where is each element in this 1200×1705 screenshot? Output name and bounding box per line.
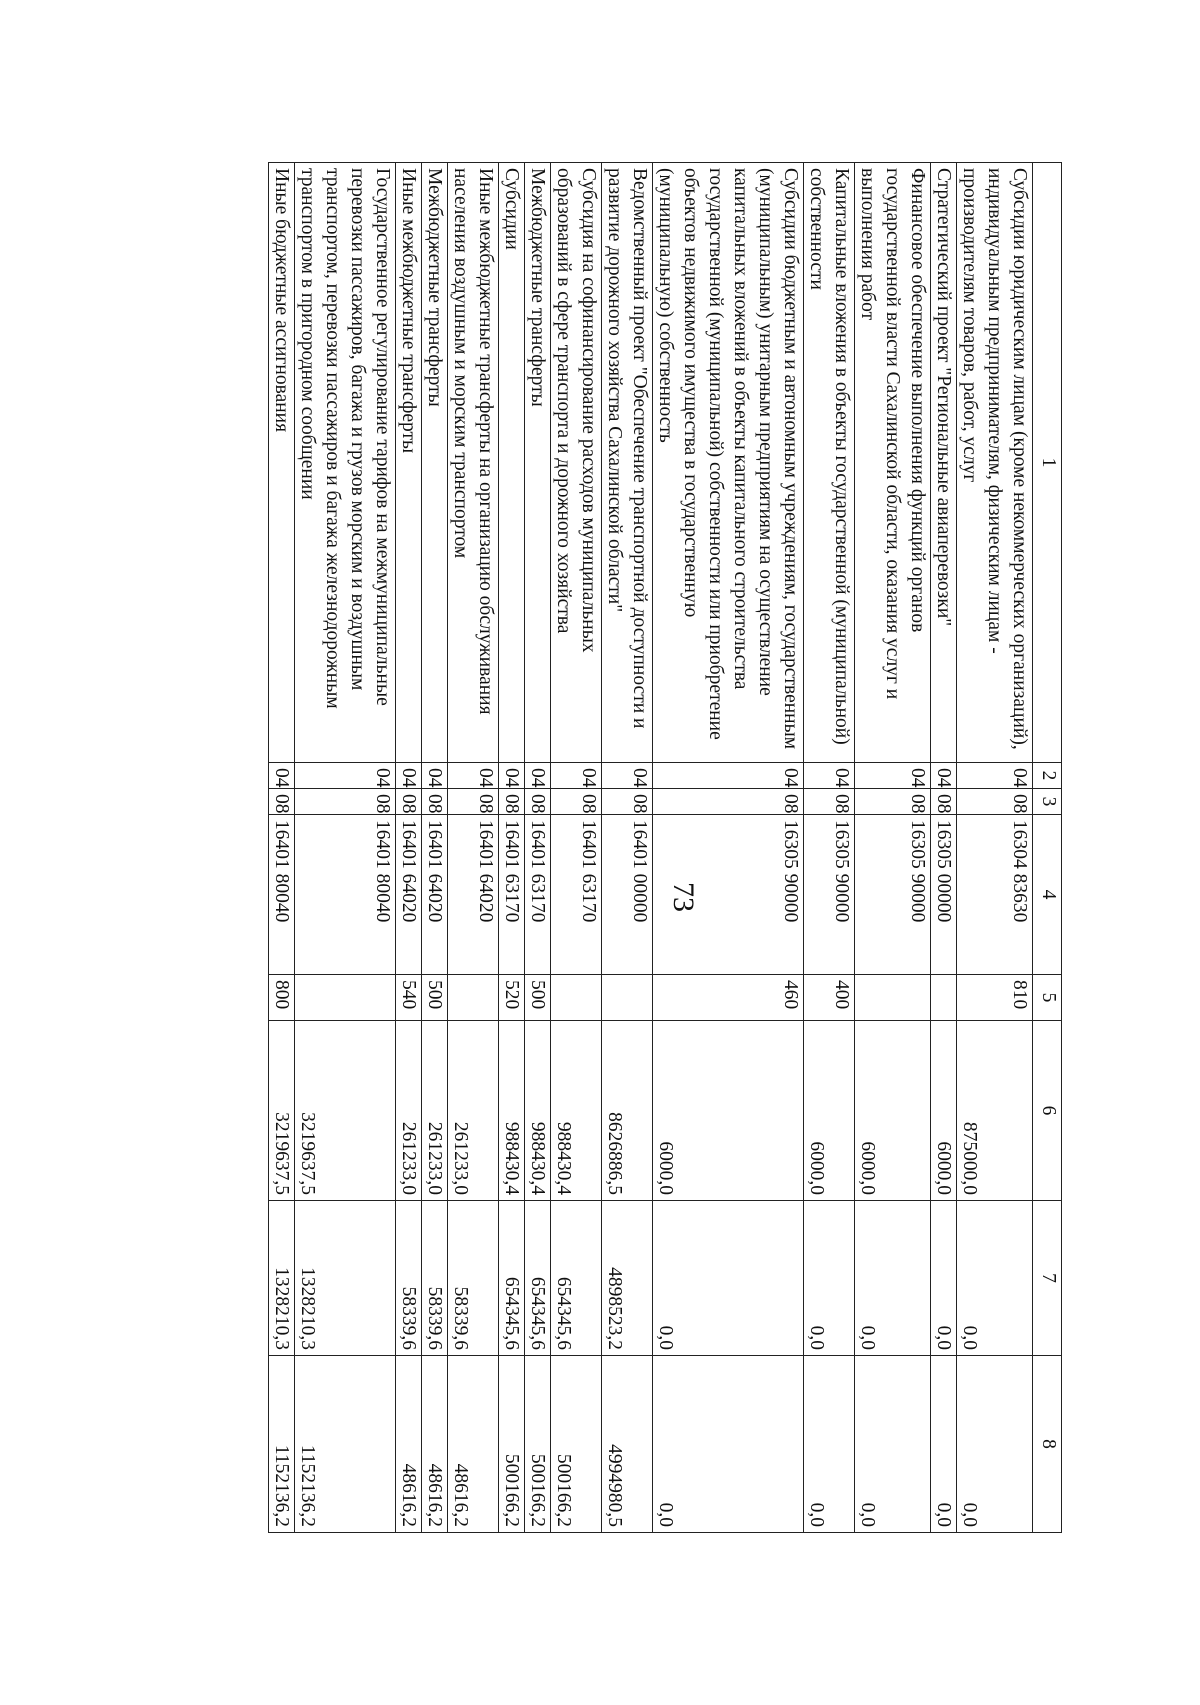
amount-col8-cell: 1152136,2: [295, 1356, 396, 1533]
table-body: [269, 163, 1062, 1533]
subsection-code-cell: 08: [295, 789, 396, 815]
target-article-cell: 16401 63170: [499, 815, 525, 975]
amount-col8-cell: 48616,2: [396, 1356, 422, 1533]
target-article-cell: 16305 90000: [855, 815, 931, 975]
subsection-code-cell: 08: [396, 789, 422, 815]
target-article-cell: 16401 63170: [525, 815, 551, 975]
budget-table: [268, 162, 1062, 1533]
expense-type-cell: 460: [653, 975, 804, 1021]
table-row: [396, 163, 422, 1533]
target-article-cell: 16305 00000: [931, 815, 957, 975]
section-code-cell: 04: [804, 763, 855, 789]
table-row: [957, 163, 1033, 1533]
table-row: [525, 163, 551, 1533]
amount-col7-cell: 654345,6: [551, 1201, 602, 1356]
expense-type-cell: [931, 975, 957, 1021]
header-cell: 3: [1033, 789, 1062, 815]
page-number: 73: [667, 882, 700, 912]
table-row: [448, 163, 499, 1533]
expense-type-cell: 520: [499, 975, 525, 1021]
section-code-cell: 04: [396, 763, 422, 789]
header-cell: 2: [1033, 763, 1062, 789]
header-cell: 7: [1033, 1201, 1062, 1356]
expense-type-cell: 500: [525, 975, 551, 1021]
amount-col6-cell: 8626886,5: [602, 1021, 653, 1201]
header-cell: 5: [1033, 975, 1062, 1021]
table-row: [295, 163, 396, 1533]
section-code-cell: 04: [602, 763, 653, 789]
expense-type-cell: 540: [396, 975, 422, 1021]
section-code-cell: 04: [448, 763, 499, 789]
target-article-cell: 16305 90000: [653, 815, 804, 975]
target-article-cell: 16401 80040: [269, 815, 295, 975]
table-row: [422, 163, 448, 1533]
row-name-cell: Финансовое обеспечение выполнения функций органов государственной власти Сахалинской области, оказания услуг и выполнения работ: [855, 163, 931, 763]
table-row: [855, 163, 931, 1533]
row-name-cell: Капитальные вложения в объекты государственной (муниципальной) собственности: [804, 163, 855, 763]
row-name-cell: Субсидии бюджетным и автономным учреждениям, государственным (муниципальным) унитарным предприятиям на осуществление капитальных вложений в объекты капитального строительства государственной (муниципальной) собственности или приобретение объектов недвижимого имущества в государственную (муниципальную) собственность: [653, 163, 804, 763]
section-code-cell: 04: [499, 763, 525, 789]
expense-type-cell: [855, 975, 931, 1021]
amount-col6-cell: 6000,0: [931, 1021, 957, 1201]
subsection-code-cell: 08: [653, 789, 804, 815]
target-article-cell: 16401 64020: [396, 815, 422, 975]
amount-col6-cell: 3219637,5: [269, 1021, 295, 1201]
subsection-code-cell: 08: [499, 789, 525, 815]
table-header-row: [1033, 163, 1062, 1533]
row-name-cell: Межбюджетные трансферты: [525, 163, 551, 763]
header-cell: 4: [1033, 815, 1062, 975]
table-row: [804, 163, 855, 1533]
amount-col8-cell: 48616,2: [422, 1356, 448, 1533]
section-code-cell: 04: [855, 763, 931, 789]
row-name-cell: Иные бюджетные ассигнования: [269, 163, 295, 763]
expense-type-cell: 810: [957, 975, 1033, 1021]
row-name-cell: Субсидии юридическим лицам (кроме некоммерческих организаций), индивидуальным предпринимателям, физическим лицам - производителям товаров, работ, услуг: [957, 163, 1033, 763]
row-name-cell: Субсидии: [499, 163, 525, 763]
target-article-cell: 16401 64020: [422, 815, 448, 975]
subsection-code-cell: 08: [525, 789, 551, 815]
header-cell: 8: [1033, 1356, 1062, 1533]
target-article-cell: 16305 90000: [804, 815, 855, 975]
target-article-cell: 16304 83630: [957, 815, 1033, 975]
expense-type-cell: 400: [804, 975, 855, 1021]
section-code-cell: 04: [525, 763, 551, 789]
section-code-cell: 04: [422, 763, 448, 789]
amount-col6-cell: 261233,0: [422, 1021, 448, 1201]
subsection-code-cell: 08: [957, 789, 1033, 815]
table-row: [499, 163, 525, 1533]
target-article-cell: 16401 00000: [602, 815, 653, 975]
row-name-cell: Иные межбюджетные трансферты: [396, 163, 422, 763]
amount-col8-cell: 0,0: [653, 1356, 804, 1533]
section-code-cell: 04: [269, 763, 295, 789]
expense-type-cell: 800: [269, 975, 295, 1021]
amount-col8-cell: 0,0: [855, 1356, 931, 1533]
subsection-code-cell: 08: [804, 789, 855, 815]
amount-col6-cell: 261233,0: [448, 1021, 499, 1201]
amount-col8-cell: 0,0: [804, 1356, 855, 1533]
amount-col7-cell: 0,0: [855, 1201, 931, 1356]
amount-col6-cell: 6000,0: [653, 1021, 804, 1201]
amount-col8-cell: 48616,2: [448, 1356, 499, 1533]
amount-col8-cell: 1152136,2: [269, 1356, 295, 1533]
target-article-cell: 16401 80040: [295, 815, 396, 975]
section-code-cell: 04: [931, 763, 957, 789]
amount-col7-cell: 58339,6: [396, 1201, 422, 1356]
section-code-cell: 04: [957, 763, 1033, 789]
expense-type-cell: [295, 975, 396, 1021]
subsection-code-cell: 08: [269, 789, 295, 815]
section-code-cell: 04: [653, 763, 804, 789]
table-row: [931, 163, 957, 1533]
amount-col7-cell: 0,0: [804, 1201, 855, 1356]
table-row: [653, 163, 804, 1533]
expense-type-cell: 500: [422, 975, 448, 1021]
amount-col6-cell: 988430,4: [525, 1021, 551, 1201]
subsection-code-cell: 08: [602, 789, 653, 815]
row-name-cell: Межбюджетные трансферты: [422, 163, 448, 763]
budget-table-rotated: [142, 162, 1062, 1532]
amount-col7-cell: 0,0: [931, 1201, 957, 1356]
amount-col7-cell: 58339,6: [448, 1201, 499, 1356]
amount-col7-cell: 1328210,3: [295, 1201, 396, 1356]
amount-col6-cell: 988430,4: [551, 1021, 602, 1201]
amount-col7-cell: 4898523,2: [602, 1201, 653, 1356]
expense-type-cell: [551, 975, 602, 1021]
amount-col8-cell: 4994980,5: [602, 1356, 653, 1533]
section-code-cell: 04: [295, 763, 396, 789]
amount-col8-cell: 500166,2: [551, 1356, 602, 1533]
row-name-cell: Ведомственный проект "Обеспечение транспортной доступности и развитие дорожного хозяйства Сахалинской области": [602, 163, 653, 763]
row-name-cell: Государственное регулирование тарифов на межмуниципальные перевозки пассажиров, багажа и грузов морским и воздушным транспортом, перевозки пассажиров и багажа железнодорожным транспортом в пригородном сообщении: [295, 163, 396, 763]
amount-col8-cell: 500166,2: [525, 1356, 551, 1533]
amount-col6-cell: 988430,4: [499, 1021, 525, 1201]
row-name-cell: Стратегический проект "Региональные авиаперевозки": [931, 163, 957, 763]
amount-col7-cell: 0,0: [653, 1201, 804, 1356]
amount-col8-cell: 0,0: [931, 1356, 957, 1533]
table-row: [551, 163, 602, 1533]
target-article-cell: 16401 63170: [551, 815, 602, 975]
target-article-cell: 16401 64020: [448, 815, 499, 975]
subsection-code-cell: 08: [551, 789, 602, 815]
amount-col7-cell: 58339,6: [422, 1201, 448, 1356]
amount-col8-cell: 0,0: [957, 1356, 1033, 1533]
amount-col6-cell: 3219637,5: [295, 1021, 396, 1201]
amount-col6-cell: 875000,0: [957, 1021, 1033, 1201]
subsection-code-cell: 08: [855, 789, 931, 815]
header-cell: 1: [1033, 163, 1062, 763]
header-cell: 6: [1033, 1021, 1062, 1201]
amount-col7-cell: 654345,6: [499, 1201, 525, 1356]
row-name-cell: Субсидия на софинансирование расходов муниципальных образований в сфере транспорта и дорожного хозяйства: [551, 163, 602, 763]
table-row: [602, 163, 653, 1533]
amount-col7-cell: 654345,6: [525, 1201, 551, 1356]
amount-col7-cell: 0,0: [957, 1201, 1033, 1356]
expense-type-cell: [448, 975, 499, 1021]
expense-type-cell: [602, 975, 653, 1021]
subsection-code-cell: 08: [422, 789, 448, 815]
row-name-cell: Иные межбюджетные трансферты на организацию обслуживания населения воздушным и морским транспортом: [448, 163, 499, 763]
amount-col6-cell: 6000,0: [804, 1021, 855, 1201]
amount-col6-cell: 261233,0: [396, 1021, 422, 1201]
subsection-code-cell: 08: [448, 789, 499, 815]
section-code-cell: 04: [551, 763, 602, 789]
table-row: [269, 163, 295, 1533]
subsection-code-cell: 08: [931, 789, 957, 815]
amount-col7-cell: 1328210,3: [269, 1201, 295, 1356]
amount-col6-cell: 6000,0: [855, 1021, 931, 1201]
amount-col8-cell: 500166,2: [499, 1356, 525, 1533]
